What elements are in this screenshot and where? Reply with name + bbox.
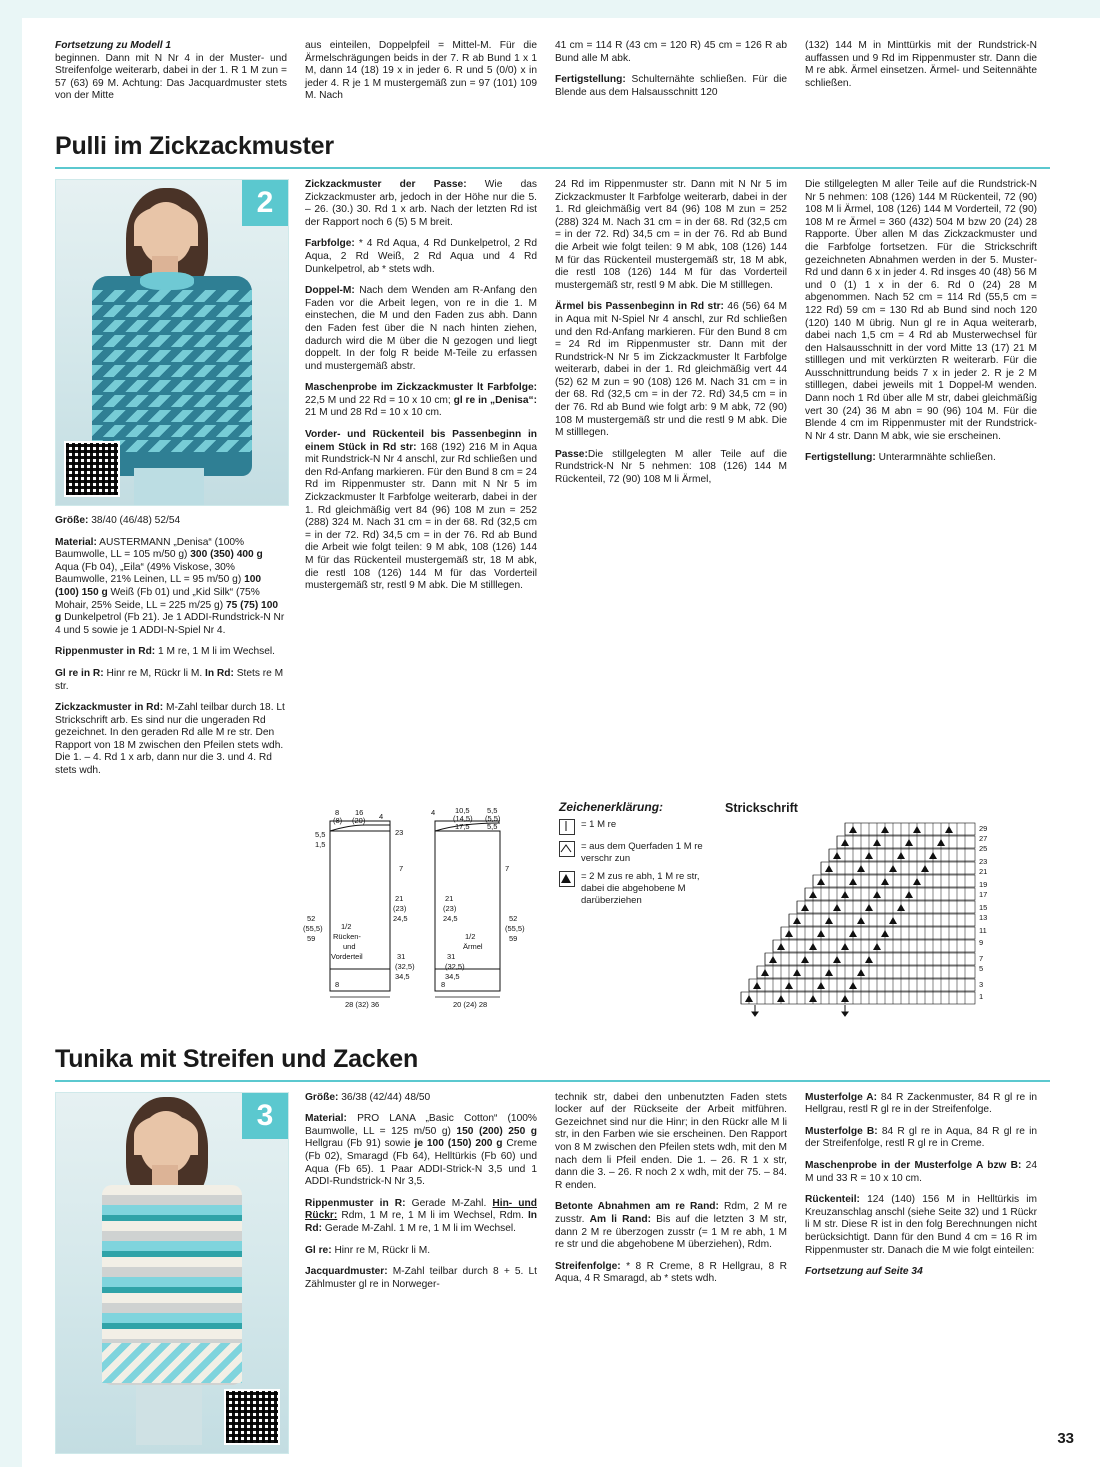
model3-material-text3: Creme (Fb 02), Smaragd (Fb 64), Helltürkis (Fb 60) und Aqua (Fb 65). 1 Paar ADDI-Strick-N 3,5 und 1 ADDI-Rundstrick-N Nr 3,5. bbox=[305, 1138, 537, 1188]
legend-item-decrease-text: = 2 M zus re abh, 1 M re str, dabei die abgehobene M darüberziehen bbox=[581, 870, 700, 906]
model2-fertigstellung-text: Unterarmnähte schließen. bbox=[875, 452, 996, 464]
svg-text:17,5: 17,5 bbox=[455, 821, 470, 831]
model3-rippen-label3: In Rd: bbox=[305, 1210, 537, 1234]
svg-text:5,5: 5,5 bbox=[315, 829, 326, 839]
svg-text:4: 4 bbox=[431, 807, 436, 817]
model3-abnahmen-text: Rdm, 2 M re zusstr. bbox=[555, 1201, 787, 1225]
continuation-col2-text: aus einteilen, Doppelpfeil = Mittel-M. Für die Ärmelschrägungen beids in der 7. R ab Bund 1 x 1 M, dann 14 (18) 19 x in jeder 6. R und 5 (0/0) x in jeder 4. R je 1 M mustergemäß zun = 97 (101) 109 M. Nach bbox=[305, 40, 537, 102]
model3-block bbox=[55, 1092, 1050, 1454]
svg-text:27: 27 bbox=[979, 833, 988, 843]
svg-text:23: 23 bbox=[979, 856, 988, 866]
svg-text:(55,5): (55,5) bbox=[303, 923, 323, 933]
continuation-col1-text: beginnen. Dann mit N Nr 4 in der Muster- und Streifenfolge weiterarb, dabei in der 1. R 1 M zun = 57 (63) 69 M. Achtung: Das Jacquardmuster stets von der Mitte bbox=[55, 52, 287, 102]
model2-material-text2: Aqua (Fb 04), „Eila“ (49% Viskose, 30% Baumwolle, 21% Leinen, LL = 95 m/50 g) bbox=[55, 561, 245, 586]
continuation-col-2 bbox=[305, 40, 537, 112]
model2-details bbox=[55, 515, 287, 778]
svg-text:(23): (23) bbox=[393, 903, 407, 913]
strickschrift-title: Strickschrift bbox=[725, 800, 798, 815]
legend-item-increase-text: = aus dem Querfaden 1 M re verschr zun bbox=[581, 840, 703, 864]
svg-text:29: 29 bbox=[979, 823, 988, 833]
svg-text:52: 52 bbox=[509, 913, 518, 923]
model3-rippen-text: Gerade M-Zahl. bbox=[405, 1197, 493, 1209]
model3-streifen-text: * 8 R Creme, 8 R Hellgrau, 8 R Aqua, 4 R Smaragd, ab * stets wdh. bbox=[555, 1260, 787, 1285]
svg-text:8: 8 bbox=[335, 807, 340, 817]
page-edge-left bbox=[0, 0, 22, 1467]
increase-stitch-icon bbox=[559, 841, 575, 857]
svg-text:21: 21 bbox=[979, 866, 988, 876]
model3-material-text2: Hellgrau (Fb 91) sowie bbox=[305, 1138, 415, 1150]
svg-text:1/2: 1/2 bbox=[341, 921, 352, 931]
svg-text:(32,5): (32,5) bbox=[395, 961, 415, 971]
model2-passe2-cont: Die stillgelegten M aller Teile auf die Rundstrick-N Nr 5 nehmen: 108 (126) 144 M Rückenteil, 72 (90) 108 M li Ärmel, 108 (126) 144 M Vorderteil, 72 (90) 108 M re Ärmel = 360 (432) 504 M bzw 20 (24) 28 Rapporte. Über allen M das Zickzackmuster und die Farbfolge fortsetzen. Für die Strickschrift gezeichneten Abnahmen werden in der 5. Muster-Rd und dann 6 x in jeder 4. Rd insges 40 (48) 56 M und 0 (1) 1 x in der 6. Rd 0 (24) 28 M abgenommen. Nach 52 cm = 114 Rd (55,5 cm = 122 Rd) 59 cm = 130 Rd ab Bund sind noch 120 (120) 140 M übrig. Nun gl re in Aqua weiterarb, dabei nach 1,5 cm = 4 Rd ab Musterwechsel für den Halsausschnitt in der vord Mitte 13 (17) 21 M stilllegen und mit verkürzten R weiterarb. Für die Ausschnittrundung beids 7 x in jeder 2. R je 2 M stilllegen, dabei jeweils mit 1 Doppel-M wenden. Dann noch 1 Rd über alle M str, dabei gleichmäßig vert 30 (24) 36 M abn = 90 (96) 104 M. Für die Blende 4 cm im Rippenmuster mit der Rundstrick-N Nr 4 str. Dann M abk, wie sie erscheinen. bbox=[805, 178, 1037, 442]
page-edge-top bbox=[0, 0, 1100, 18]
legend-title: Zeichenerklärung: bbox=[559, 799, 664, 814]
fertigstellung-label-1: Fertigstellung: bbox=[555, 74, 626, 86]
svg-text:34,5: 34,5 bbox=[395, 971, 410, 981]
model3-title: Tunika mit Streifen und Zacken bbox=[55, 1044, 419, 1073]
model3-material-bold2: je 100 (150) 200 g bbox=[414, 1138, 503, 1150]
model3-divider bbox=[55, 1080, 1050, 1082]
svg-text:5,5: 5,5 bbox=[487, 821, 498, 831]
model2-title: Pulli im Zickzackmuster bbox=[55, 131, 334, 160]
model3-size-label: Größe: bbox=[305, 1091, 339, 1103]
model3-musterfolge-a-text: 84 R Zackenmuster, 84 R gl re in Hellgrau, restl R gl re in der Streifenfolge. bbox=[805, 1091, 1037, 1116]
svg-text:59: 59 bbox=[509, 933, 518, 943]
model2-vorderteil-text: 168 (192) 216 M in Aqua mit Rundstrick-N Nr 4 anschl, zur Rd schließen und den Rd-Anfang markieren. Für den Bund 8 cm = 24 Rd im Rippenmuster str. Dann mit N Nr 5 im Zickzackmuster lt Farbfolge weiterarb, dabei in der 1. Rd gleichmäßig vert 84 (96) 108 M zun = 252 (288) 324 M. Nach 31 cm = in der 68. Rd (32,5 cm = in der 72. Rd) 34,5 cm = in der 76. Rd ab Bund die Arbeit wie folgt teilen: 9 M abk, 108 (126) 144 M für das Rückenteil mustergemäß str, 18 M abk, die restl 108 (126) 144 M für das Vorderteil mustergemäß str, restl 9 M abk. Die M stilllegen. bbox=[305, 441, 538, 592]
model2-col-3 bbox=[555, 179, 787, 787]
model3-jacquard-text-start: M-Zahl teilbar durch 8 + 5. Lt Zählmuster gl re in Norweger- bbox=[305, 1266, 537, 1290]
svg-text:7: 7 bbox=[399, 863, 404, 873]
continuation-col-3 bbox=[555, 40, 787, 112]
model2-zickzack-label: Zickzackmuster in Rd: bbox=[55, 702, 164, 714]
model2-number-badge: 2 bbox=[242, 180, 288, 226]
svg-text:11: 11 bbox=[979, 925, 987, 935]
continuation-col-4 bbox=[805, 40, 1037, 112]
model3-col-2 bbox=[555, 1092, 787, 1454]
svg-text:19: 19 bbox=[979, 879, 988, 889]
model2-fertigstellung-label: Fertigstellung: bbox=[805, 452, 876, 464]
svg-text:13: 13 bbox=[979, 912, 988, 922]
svg-text:(14,5): (14,5) bbox=[453, 813, 473, 823]
svg-text:17: 17 bbox=[979, 889, 988, 899]
svg-text:4: 4 bbox=[379, 811, 384, 821]
svg-text:24,5: 24,5 bbox=[443, 913, 458, 923]
model3-musterfolge-b-label: Musterfolge B: bbox=[805, 1125, 878, 1137]
sweater-collar bbox=[140, 272, 194, 290]
svg-text:(23): (23) bbox=[443, 903, 457, 913]
model-legs bbox=[134, 468, 204, 506]
svg-text:21: 21 bbox=[445, 893, 454, 903]
svg-text:5: 5 bbox=[979, 963, 984, 973]
model2-material-bold3: 75 (75) 100 g bbox=[55, 599, 279, 624]
model3-material-bold1: 150 (200) 250 g bbox=[456, 1125, 537, 1137]
strickschrift-svg bbox=[725, 819, 1025, 1024]
svg-text:9: 9 bbox=[979, 937, 984, 947]
svg-text:(8): (8) bbox=[333, 815, 343, 825]
model3-maschenprobe-text: 24 M und 33 R = 10 x 10 cm. bbox=[805, 1160, 1037, 1184]
model2-maschenprobe-label2: gl re in „Denisa“: bbox=[453, 394, 537, 406]
model3-streifen-label: Streifenfolge: bbox=[555, 1260, 621, 1272]
model2-passe-text: Wie das Zickzackmuster arb, jedoch in der Höhe nur die 5. – 26. (30.) 30. Rd 1 x arb. Nach der letzten Rd ist der Rapport noch 6 (5) 5 M breit. bbox=[305, 178, 537, 228]
model2-material-bold2: 100 (100) 150 g bbox=[55, 574, 262, 598]
svg-text:31: 31 bbox=[397, 951, 406, 961]
legend-item-increase bbox=[559, 841, 709, 865]
model3-photo-column bbox=[55, 1092, 287, 1454]
model2-doppelm-text: Nach dem Wenden am R-Anfang den Faden vor die Arbeit legen, von re in die 1. M einstechen, die M und den Faden zus abh. Dann den Faden fest über die N nach hinten ziehen, dadurch wird die M über die N gezogen und liegt doppelt. In der folg R beide M-Teile zu erfassen und mustergemäß abstr. bbox=[305, 285, 537, 372]
svg-text:und: und bbox=[343, 941, 356, 951]
model2-glre-label2: In Rd: bbox=[205, 667, 234, 679]
model2-zickzack-text: M-Zahl teilbar durch 18. Lt Strickschrift arb. Es sind nur die ungeraden Rd gezeichnet. In den geraden Rd alle M re str. Den Rapport von 18 M zwischen den Pfeilen stets wdh. Die 1. – 4. Rd 1 x arb, dann nur die 3. und 4. Rd stets wdh. bbox=[55, 702, 285, 777]
model-head-2 bbox=[140, 1111, 192, 1173]
strickschrift-chart bbox=[725, 801, 1025, 1031]
svg-text:(20): (20) bbox=[352, 815, 366, 825]
svg-text:(32,5): (32,5) bbox=[445, 961, 465, 971]
model3-rippen-label2: Hin- und Rückr: bbox=[305, 1197, 537, 1222]
svg-text:Vorderteil: Vorderteil bbox=[331, 951, 363, 961]
model3-maschenprobe-label: Maschenprobe in der Musterfolge A bzw B: bbox=[805, 1160, 1022, 1172]
svg-text:(5,5): (5,5) bbox=[485, 813, 501, 823]
model3-rippen-text3: Gerade M-Zahl. 1 M re, 1 M li im Wechsel. bbox=[321, 1223, 516, 1234]
svg-text:15: 15 bbox=[979, 902, 988, 912]
svg-text:16: 16 bbox=[355, 807, 364, 817]
model3-jacquard-text: technik str, dabei den unbenutzten Faden stets locker auf der Rückseite der Arbeit mitführen. Gezeichnet sind nur die Hinr; in den Rückr alle M li str, in den Farben wie sie erscheinen. Den Rapport von 8 M zwischen den Pfeilen stets wdh, mit den M nach dem li Pfeil enden. Die 1. – 26. R 1 x str, dann die 3. – 26. R noch 2 x wdh, mit der 75. – 84. R enden. bbox=[555, 1091, 787, 1191]
svg-text:Rücken-: Rücken- bbox=[333, 931, 361, 941]
model2-maschenprobe-text2: 21 M und 28 Rd = 10 x 10 cm. bbox=[305, 407, 442, 419]
model3-jacquard-label: Jacquardmuster: bbox=[305, 1266, 388, 1278]
svg-text:59: 59 bbox=[307, 933, 316, 943]
continuation-col-1 bbox=[55, 40, 287, 112]
continuation-note: Fortsetzung auf Seite 34 bbox=[805, 1266, 923, 1278]
svg-text:Ärmel: Ärmel bbox=[463, 941, 483, 951]
svg-text:21: 21 bbox=[395, 893, 404, 903]
model2-photo bbox=[55, 179, 289, 506]
model2-material-label: Material: bbox=[55, 536, 97, 548]
model3-col-1 bbox=[305, 1092, 537, 1454]
schematic-svg bbox=[295, 801, 545, 1031]
page-number: 33 bbox=[1057, 1430, 1074, 1447]
model2-glre-label: Gl re in R: bbox=[55, 667, 104, 679]
model-legs-2 bbox=[136, 1385, 202, 1445]
model2-material-bold1: 300 (350) 400 g bbox=[190, 549, 263, 561]
legend-item-knit bbox=[559, 819, 709, 835]
svg-text:5,5: 5,5 bbox=[487, 805, 498, 815]
model2-col-2 bbox=[305, 179, 537, 787]
model2-material-text4: Dunkelpetrol (Fb 21). Je 1 ADDI-Rundstrick-N Nr 4 und 5 sowie je 1 ADDI-N-Spiel Nr 4. bbox=[55, 612, 285, 636]
model2-passe2-label: Passe: bbox=[555, 448, 588, 460]
model2-material-text: AUSTERMANN „Denisa“ (100% Baumwolle, LL = 105 m/50 g) bbox=[55, 536, 245, 561]
model3-musterfolge-a-label: Musterfolge A: bbox=[805, 1091, 877, 1103]
model3-photo bbox=[55, 1092, 289, 1454]
svg-text:3: 3 bbox=[979, 979, 984, 989]
model3-col-3 bbox=[805, 1092, 1037, 1454]
qr-code-icon-2[interactable] bbox=[224, 1389, 280, 1445]
svg-text:25: 25 bbox=[979, 843, 988, 853]
model2-aermel-text: 46 (56) 64 M in Aqua mit N-Spiel Nr 4 anschl, zur Rd schließen und den Rd-Anfang markieren. Für den Bund 8 cm = 24 Rd im Rippenmuster str. Dann mit der Rundstrick-N Nr 5 im Zickzackmuster lt Farbfolge weiterarb, dabei in der 1. Rd gleichmäßig vert 44 (52) 62 M zun = 90 (108) 126 M. Nach 31 cm = in der 68. Rd (32,5 cm = in der 72. Rd) 34,5 cm = in der 76. Rd ab Bund wie folgt arb: 9 M abk, 72 (90) 108 M mustergemäß str und die restl 9 M abk. Die M stilllegen. bbox=[555, 301, 787, 439]
svg-text:23: 23 bbox=[395, 827, 404, 837]
svg-text:7: 7 bbox=[979, 953, 984, 963]
continuation-col3-text: 41 cm = 114 R (43 cm = 120 R) 45 cm = 126 R ab Bund alle M abk. bbox=[555, 40, 787, 64]
model2-divider bbox=[55, 167, 1050, 169]
model2-glre-text: Hinr re M, Rückr li M. bbox=[103, 667, 206, 679]
model2-size-label: Größe: bbox=[55, 514, 89, 526]
svg-text:8: 8 bbox=[335, 979, 340, 989]
model2-size-value: 38/40 (46/48) 52/54 bbox=[88, 514, 181, 526]
model-head bbox=[140, 202, 192, 264]
model2-col3-cont: 24 Rd im Rippenmuster str. Dann mit N Nr 5 im Zickzackmuster lt Farbfolge weiterarb, dabei in der 1. Rd gleichmäßig vert 84 (96) 108 M zun = 252 (288) 324 M. Nach 31 cm = in der 68. Rd (32,5 cm = in der 72. Rd) 34,5 cm = in der 76. Rd ab Bund die Arbeit wie folgt teilen: 9 M abk, 108 (126) 144 M für das Rückenteil mustergemäß str, 18 M abk, die restl 108 (126) 144 M für das Vorderteil mustergemäß str, restl 9 M abk. Die M stilllegen. bbox=[555, 178, 787, 291]
svg-text:8: 8 bbox=[441, 979, 446, 989]
model2-col-4 bbox=[805, 179, 1037, 787]
model2-rippen-label: Rippenmuster in Rd: bbox=[55, 646, 156, 658]
model3-glre-text: Hinr re M, Rückr li M. bbox=[331, 1244, 431, 1256]
svg-text:10,5: 10,5 bbox=[455, 805, 470, 815]
continuation-heading: Fortsetzung zu Modell 1 bbox=[55, 40, 172, 51]
chart-legend bbox=[559, 801, 709, 1031]
model2-farbfolge-label: Farbfolge: bbox=[305, 238, 355, 250]
svg-text:28 (32) 36: 28 (32) 36 bbox=[345, 999, 380, 1009]
svg-text:1/2: 1/2 bbox=[465, 931, 476, 941]
model2-rippen-text: 1 M re, 1 M li im Wechsel. bbox=[155, 646, 276, 658]
decrease-stitch-icon bbox=[559, 871, 575, 887]
qr-code-icon[interactable] bbox=[64, 441, 120, 497]
model2-block bbox=[55, 179, 1050, 787]
svg-text:1,5: 1,5 bbox=[315, 839, 326, 849]
model3-size-value: 36/38 (42/44) 48/50 bbox=[338, 1091, 431, 1103]
model2-material-text3: Weiß (Fb 01) und „Kid Silk“ (75% Mohair, 25% Seide, LL = 225 m/25 g) bbox=[55, 586, 260, 611]
model2-passe-label: Zickzackmuster der Passe: bbox=[305, 178, 467, 190]
model3-rippen-label: Rippenmuster in R: bbox=[305, 1197, 406, 1209]
model-tunic-zigzag bbox=[102, 1343, 242, 1383]
model2-photo-column bbox=[55, 179, 287, 787]
model3-abnahmen-label: Betonte Abnahmen am re Rand: bbox=[555, 1201, 719, 1213]
model3-glre-label: Gl re: bbox=[305, 1244, 332, 1256]
model3-material-text: PRO LANA „Basic Cotton“ (100% Baumwolle, LL = 125 m/50 g) bbox=[305, 1113, 537, 1137]
model2-aermel-label: Ärmel bis Passenbeginn in Rd str: bbox=[555, 301, 724, 313]
model2-maschenprobe-label: Maschenprobe im Zickzackmuster lt Farbfolge: bbox=[305, 382, 537, 394]
svg-text:34,5: 34,5 bbox=[445, 971, 460, 981]
model2-vorderteil-label: Vorder- und Rückenteil bis Passenbeginn in einem Stück in Rd str: bbox=[305, 429, 537, 453]
model3-musterfolge-b-text: 84 R gl re in Aqua, 84 R gl re in der Streifenfolge, restl R gl re in Creme. bbox=[805, 1125, 1038, 1150]
model2-glre-text2: Stets re M str. bbox=[55, 667, 284, 692]
schematic-diagram bbox=[295, 801, 543, 1031]
svg-text:(55,5): (55,5) bbox=[505, 923, 525, 933]
model3-number-badge: 3 bbox=[242, 1093, 288, 1139]
model2-maschenprobe-text: 22,5 M und 22 Rd = 10 x 10 cm; bbox=[305, 394, 454, 406]
model2-doppelm-label: Doppel-M: bbox=[305, 285, 355, 297]
continuation-strip bbox=[55, 40, 1050, 112]
knit-stitch-icon bbox=[559, 819, 575, 835]
svg-text:1: 1 bbox=[979, 991, 984, 1001]
legend-item-knit-text: = 1 M re bbox=[581, 818, 617, 830]
model3-rippen-text2: Rdm, 1 M re, 1 M li im Wechsel, Rdm. bbox=[337, 1210, 528, 1222]
model2-passe2-text: Die stillgelegten M aller Teile auf die Rundstrick-N Nr 5 nehmen: 108 (126) 144 M Rückenteil, 72 (90) 108 M li Ärmel, bbox=[555, 448, 787, 486]
model2-farbfolge-text: * 4 Rd Aqua, 4 Rd Dunkelpetrol, 2 Rd Aqua, 2 Rd Weiß, 2 Rd Aqua und 4 Rd Dunkelpetrol, ab * stets wdh. bbox=[305, 238, 537, 275]
svg-text:20 (24) 28: 20 (24) 28 bbox=[453, 999, 488, 1009]
model3-material-label: Material: bbox=[305, 1113, 347, 1125]
fertigstellung-text-1: Schulternähte schließen. Für die Blende aus dem Halsausschnitt 120 bbox=[555, 74, 787, 98]
svg-text:31: 31 bbox=[447, 951, 456, 961]
schematic-and-chart bbox=[55, 801, 1050, 1031]
model3-rueckenteil-label: Rückenteil: bbox=[805, 1194, 860, 1206]
legend-item-decrease bbox=[559, 871, 709, 907]
svg-text:24,5: 24,5 bbox=[393, 913, 408, 923]
continuation-col4-text: (132) 144 M in Minttürkis mit der Rundstrick-N auffassen und 9 Rd im Rippenmuster str. Dann die M re abk. Ärmel einsetzen. Ärmel- und Seitennähte schließen. bbox=[805, 40, 1037, 89]
svg-text:7: 7 bbox=[505, 863, 510, 873]
model3-abnahmen-text2: Bis auf die letzten 3 M str, dann 2 M re überzogen zusstr (= 1 M re abh, 1 M re str und die abgehobene M überziehen), Rdm. bbox=[555, 1214, 787, 1251]
model3-rueckenteil-text: 124 (140) 156 M in Helltürkis im Kreuzanschlag anschl (siehe Seite 32) und 1 Rückr li M str. Diese R ist in den folg Berechnungen nicht berücksichtigt. Dann für den Bund 4 cm = 16 R im Rippenmuster str. Danach die M wie folgt einteilen: bbox=[805, 1194, 1037, 1256]
svg-text:52: 52 bbox=[307, 913, 316, 923]
model3-abnahmen-label2: Am li Rand: bbox=[589, 1214, 651, 1225]
